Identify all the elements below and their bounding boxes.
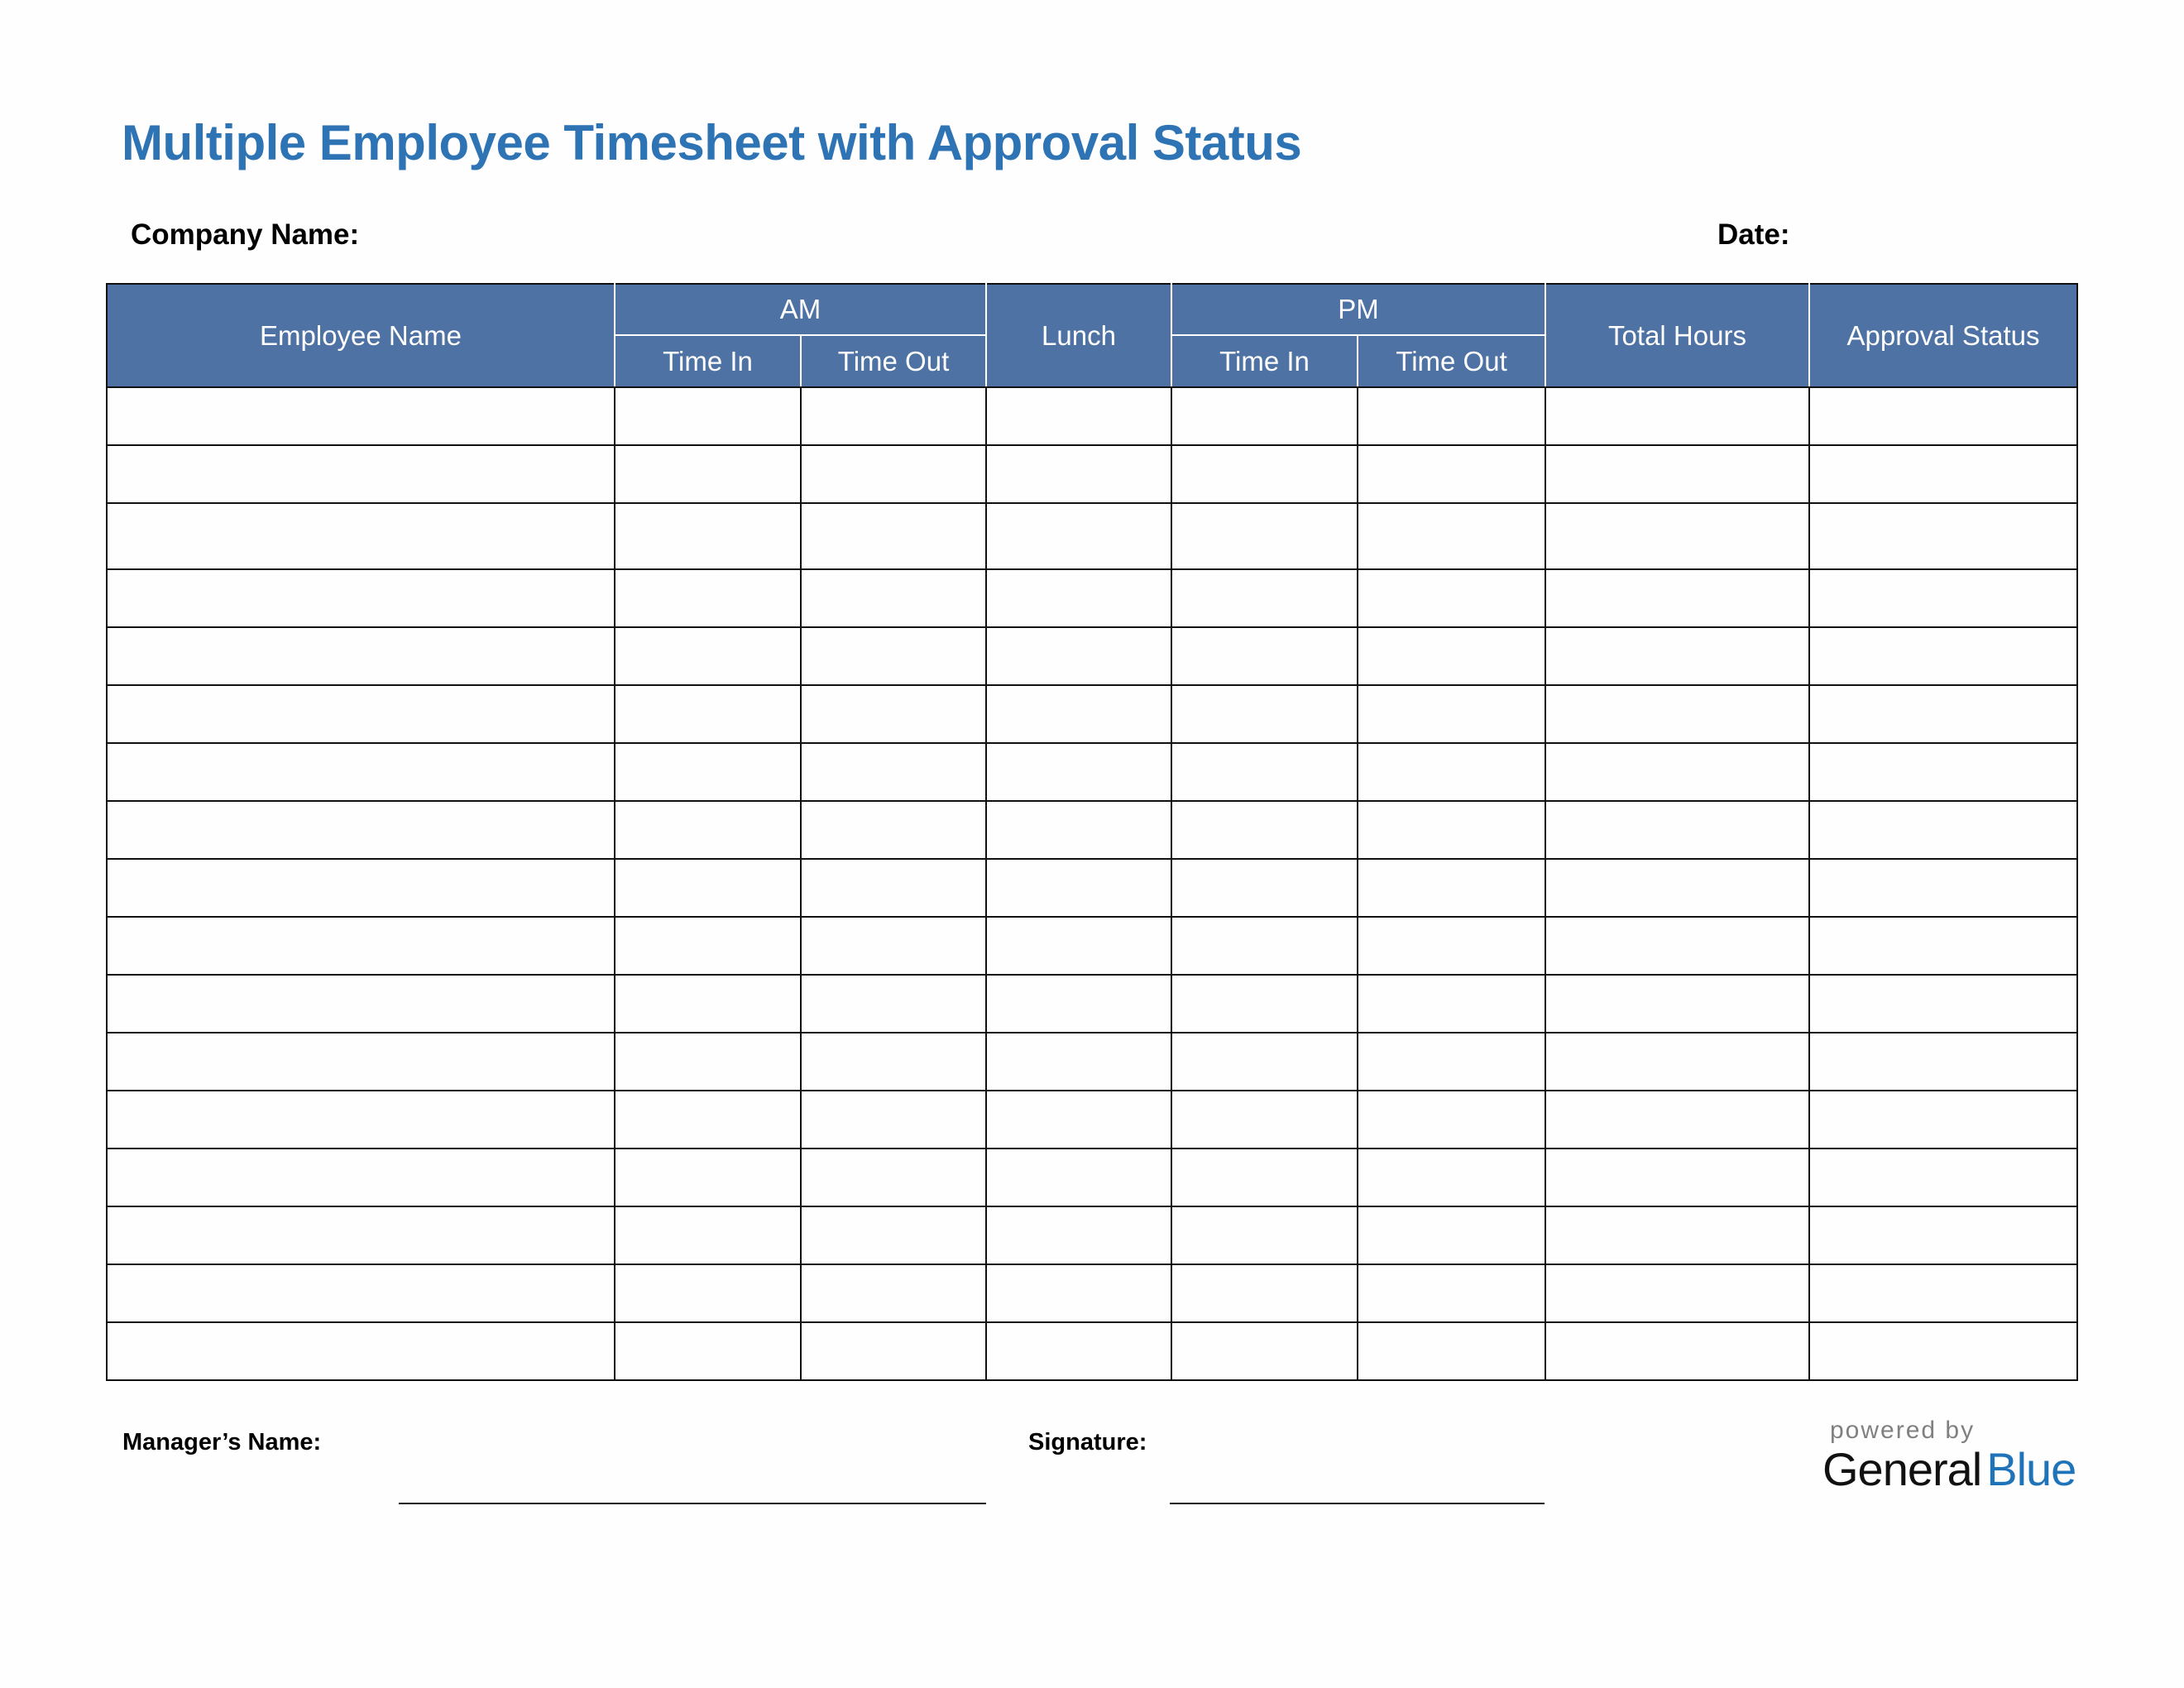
cell-am-time-in[interactable] <box>615 1322 801 1380</box>
cell-am-time-in[interactable] <box>615 1033 801 1091</box>
column-header-pm-time-out: Time Out <box>1358 335 1545 387</box>
cell-pm-time-in[interactable] <box>1171 627 1358 685</box>
cell-approval-status[interactable] <box>1809 1033 2077 1091</box>
cell-am-time-in[interactable] <box>615 387 801 445</box>
cell-pm-time-in[interactable] <box>1171 503 1358 569</box>
cell-am-time-in[interactable] <box>615 917 801 975</box>
cell-lunch[interactable] <box>986 1322 1171 1380</box>
cell-approval-status[interactable] <box>1809 1264 2077 1322</box>
cell-total-hours[interactable] <box>1545 975 1809 1033</box>
table-row <box>107 917 2077 975</box>
cell-total-hours[interactable] <box>1545 859 1809 917</box>
cell-employee-name[interactable] <box>107 1206 615 1264</box>
cell-pm-time-in[interactable] <box>1171 743 1358 801</box>
cell-pm-time-in[interactable] <box>1171 1091 1358 1149</box>
cell-am-time-in[interactable] <box>615 975 801 1033</box>
cell-pm-time-out[interactable] <box>1358 627 1545 685</box>
cell-total-hours[interactable] <box>1545 917 1809 975</box>
table-row <box>107 685 2077 743</box>
cell-approval-status[interactable] <box>1809 1091 2077 1149</box>
cell-pm-time-in[interactable] <box>1171 1322 1358 1380</box>
cell-am-time-in[interactable] <box>615 569 801 627</box>
cell-employee-name[interactable] <box>107 503 615 569</box>
column-header-employee-name: Employee Name <box>107 284 615 387</box>
cell-am-time-out[interactable] <box>801 685 986 743</box>
cell-am-time-in[interactable] <box>615 445 801 503</box>
table-row <box>107 445 2077 503</box>
cell-lunch[interactable] <box>986 1149 1171 1206</box>
cell-employee-name[interactable] <box>107 387 615 445</box>
cell-am-time-out[interactable] <box>801 917 986 975</box>
table-row <box>107 503 2077 569</box>
brand-general: General <box>1822 1443 1982 1495</box>
table-body <box>107 387 2077 1380</box>
cell-lunch[interactable] <box>986 387 1171 445</box>
table-row <box>107 1322 2077 1380</box>
cell-am-time-out[interactable] <box>801 569 986 627</box>
cell-lunch[interactable] <box>986 859 1171 917</box>
table-row <box>107 1033 2077 1091</box>
cell-employee-name[interactable] <box>107 627 615 685</box>
cell-am-time-out[interactable] <box>801 503 986 569</box>
cell-pm-time-in[interactable] <box>1171 685 1358 743</box>
cell-approval-status[interactable] <box>1809 801 2077 859</box>
table-row <box>107 1264 2077 1322</box>
cell-lunch[interactable] <box>986 801 1171 859</box>
powered-by-text: powered by <box>1830 1417 1976 1444</box>
cell-pm-time-out[interactable] <box>1358 975 1545 1033</box>
cell-pm-time-out[interactable] <box>1358 1033 1545 1091</box>
cell-lunch[interactable] <box>986 1091 1171 1149</box>
signature-label: Signature: <box>1028 1429 1147 1455</box>
cell-pm-time-in[interactable] <box>1171 569 1358 627</box>
cell-total-hours[interactable] <box>1545 569 1809 627</box>
cell-am-time-out[interactable] <box>801 1033 986 1091</box>
cell-employee-name[interactable] <box>107 685 615 743</box>
table-row <box>107 743 2077 801</box>
cell-am-time-in[interactable] <box>615 859 801 917</box>
table-row <box>107 627 2077 685</box>
cell-am-time-out[interactable] <box>801 1322 986 1380</box>
cell-am-time-out[interactable] <box>801 1091 986 1149</box>
cell-pm-time-out[interactable] <box>1358 1264 1545 1322</box>
cell-am-time-in[interactable] <box>615 627 801 685</box>
column-header-pm-time-in: Time In <box>1171 335 1358 387</box>
cell-approval-status[interactable] <box>1809 743 2077 801</box>
cell-approval-status[interactable] <box>1809 387 2077 445</box>
cell-lunch[interactable] <box>986 503 1171 569</box>
timesheet-table <box>106 283 2078 1381</box>
cell-employee-name[interactable] <box>107 1322 615 1380</box>
manager-name-line[interactable] <box>399 1503 986 1504</box>
cell-approval-status[interactable] <box>1809 569 2077 627</box>
cell-pm-time-out[interactable] <box>1358 387 1545 445</box>
cell-pm-time-out[interactable] <box>1358 503 1545 569</box>
cell-am-time-in[interactable] <box>615 503 801 569</box>
cell-am-time-in[interactable] <box>615 1149 801 1206</box>
column-header-approval-status: Approval Status <box>1809 284 2077 387</box>
cell-employee-name[interactable] <box>107 1091 615 1149</box>
cell-am-time-out[interactable] <box>801 859 986 917</box>
cell-pm-time-in[interactable] <box>1171 917 1358 975</box>
cell-approval-status[interactable] <box>1809 445 2077 503</box>
cell-total-hours[interactable] <box>1545 743 1809 801</box>
date-label: Date: <box>1717 218 1790 251</box>
table-row <box>107 859 2077 917</box>
table-row <box>107 569 2077 627</box>
cell-am-time-out[interactable] <box>801 801 986 859</box>
cell-employee-name[interactable] <box>107 445 615 503</box>
cell-am-time-in[interactable] <box>615 1206 801 1264</box>
table-row <box>107 1206 2077 1264</box>
column-header-lunch: Lunch <box>986 284 1171 387</box>
column-header-am-time-in: Time In <box>615 335 801 387</box>
cell-am-time-in[interactable] <box>615 801 801 859</box>
table-row <box>107 801 2077 859</box>
cell-pm-time-out[interactable] <box>1358 1091 1545 1149</box>
cell-total-hours[interactable] <box>1545 503 1809 569</box>
cell-lunch[interactable] <box>986 685 1171 743</box>
cell-total-hours[interactable] <box>1545 1206 1809 1264</box>
table-row <box>107 1149 2077 1206</box>
cell-am-time-out[interactable] <box>801 743 986 801</box>
cell-pm-time-out[interactable] <box>1358 743 1545 801</box>
cell-lunch[interactable] <box>986 975 1171 1033</box>
cell-pm-time-in[interactable] <box>1171 801 1358 859</box>
cell-employee-name[interactable] <box>107 1033 615 1091</box>
cell-am-time-out[interactable] <box>801 445 986 503</box>
cell-pm-time-out[interactable] <box>1358 445 1545 503</box>
cell-total-hours[interactable] <box>1545 1264 1809 1322</box>
cell-pm-time-out[interactable] <box>1358 917 1545 975</box>
cell-pm-time-out[interactable] <box>1358 1206 1545 1264</box>
signature-line[interactable] <box>1170 1503 1545 1504</box>
cell-employee-name[interactable] <box>107 1149 615 1206</box>
column-group-pm: PM <box>1171 284 1545 335</box>
cell-total-hours[interactable] <box>1545 685 1809 743</box>
cell-total-hours[interactable] <box>1545 1033 1809 1091</box>
cell-approval-status[interactable] <box>1809 685 2077 743</box>
cell-lunch[interactable] <box>986 743 1171 801</box>
cell-employee-name[interactable] <box>107 801 615 859</box>
cell-approval-status[interactable] <box>1809 627 2077 685</box>
cell-pm-time-in[interactable] <box>1171 1206 1358 1264</box>
cell-pm-time-in[interactable] <box>1171 859 1358 917</box>
cell-approval-status[interactable] <box>1809 1322 2077 1380</box>
cell-pm-time-in[interactable] <box>1171 975 1358 1033</box>
cell-employee-name[interactable] <box>107 859 615 917</box>
cell-approval-status[interactable] <box>1809 859 2077 917</box>
cell-am-time-in[interactable] <box>615 685 801 743</box>
cell-pm-time-in[interactable] <box>1171 387 1358 445</box>
cell-pm-time-out[interactable] <box>1358 1149 1545 1206</box>
cell-pm-time-out[interactable] <box>1358 685 1545 743</box>
cell-approval-status[interactable] <box>1809 917 2077 975</box>
column-group-am: AM <box>615 284 986 335</box>
cell-total-hours[interactable] <box>1545 1149 1809 1206</box>
cell-lunch[interactable] <box>986 1206 1171 1264</box>
table-row <box>107 1091 2077 1149</box>
cell-pm-time-out[interactable] <box>1358 859 1545 917</box>
table-header <box>107 284 2077 387</box>
cell-am-time-out[interactable] <box>801 627 986 685</box>
cell-total-hours[interactable] <box>1545 445 1809 503</box>
manager-name-label: Manager’s Name: <box>122 1429 322 1455</box>
cell-approval-status[interactable] <box>1809 503 2077 569</box>
cell-am-time-out[interactable] <box>801 1206 986 1264</box>
cell-pm-time-in[interactable] <box>1171 1149 1358 1206</box>
table-row <box>107 387 2077 445</box>
cell-employee-name[interactable] <box>107 743 615 801</box>
cell-employee-name[interactable] <box>107 975 615 1033</box>
cell-total-hours[interactable] <box>1545 1091 1809 1149</box>
cell-lunch[interactable] <box>986 1033 1171 1091</box>
cell-pm-time-in[interactable] <box>1171 1033 1358 1091</box>
cell-total-hours[interactable] <box>1545 387 1809 445</box>
cell-lunch[interactable] <box>986 445 1171 503</box>
cell-lunch[interactable] <box>986 917 1171 975</box>
cell-pm-time-in[interactable] <box>1171 1264 1358 1322</box>
cell-pm-time-out[interactable] <box>1358 1322 1545 1380</box>
cell-employee-name[interactable] <box>107 569 615 627</box>
cell-am-time-out[interactable] <box>801 1264 986 1322</box>
cell-approval-status[interactable] <box>1809 975 2077 1033</box>
cell-am-time-out[interactable] <box>801 1149 986 1206</box>
cell-lunch[interactable] <box>986 569 1171 627</box>
cell-lunch[interactable] <box>986 627 1171 685</box>
cell-pm-time-out[interactable] <box>1358 801 1545 859</box>
cell-employee-name[interactable] <box>107 917 615 975</box>
cell-am-time-in[interactable] <box>615 1264 801 1322</box>
company-name-label: Company Name: <box>131 218 360 251</box>
brand-blue: Blue <box>1986 1443 2076 1495</box>
cell-total-hours[interactable] <box>1545 801 1809 859</box>
column-header-am-time-out: Time Out <box>801 335 986 387</box>
cell-employee-name[interactable] <box>107 1264 615 1322</box>
column-header-total-hours: Total Hours <box>1545 284 1809 387</box>
cell-am-time-out[interactable] <box>801 975 986 1033</box>
generalblue-logo <box>1822 1445 2076 1494</box>
cell-total-hours[interactable] <box>1545 1322 1809 1380</box>
cell-lunch[interactable] <box>986 1264 1171 1322</box>
cell-approval-status[interactable] <box>1809 1206 2077 1264</box>
cell-am-time-out[interactable] <box>801 387 986 445</box>
cell-pm-time-out[interactable] <box>1358 569 1545 627</box>
cell-approval-status[interactable] <box>1809 1149 2077 1206</box>
table-row <box>107 975 2077 1033</box>
cell-pm-time-in[interactable] <box>1171 445 1358 503</box>
cell-am-time-in[interactable] <box>615 1091 801 1149</box>
page-title: Multiple Employee Timesheet with Approval Status <box>122 115 1302 170</box>
cell-am-time-in[interactable] <box>615 743 801 801</box>
cell-total-hours[interactable] <box>1545 627 1809 685</box>
